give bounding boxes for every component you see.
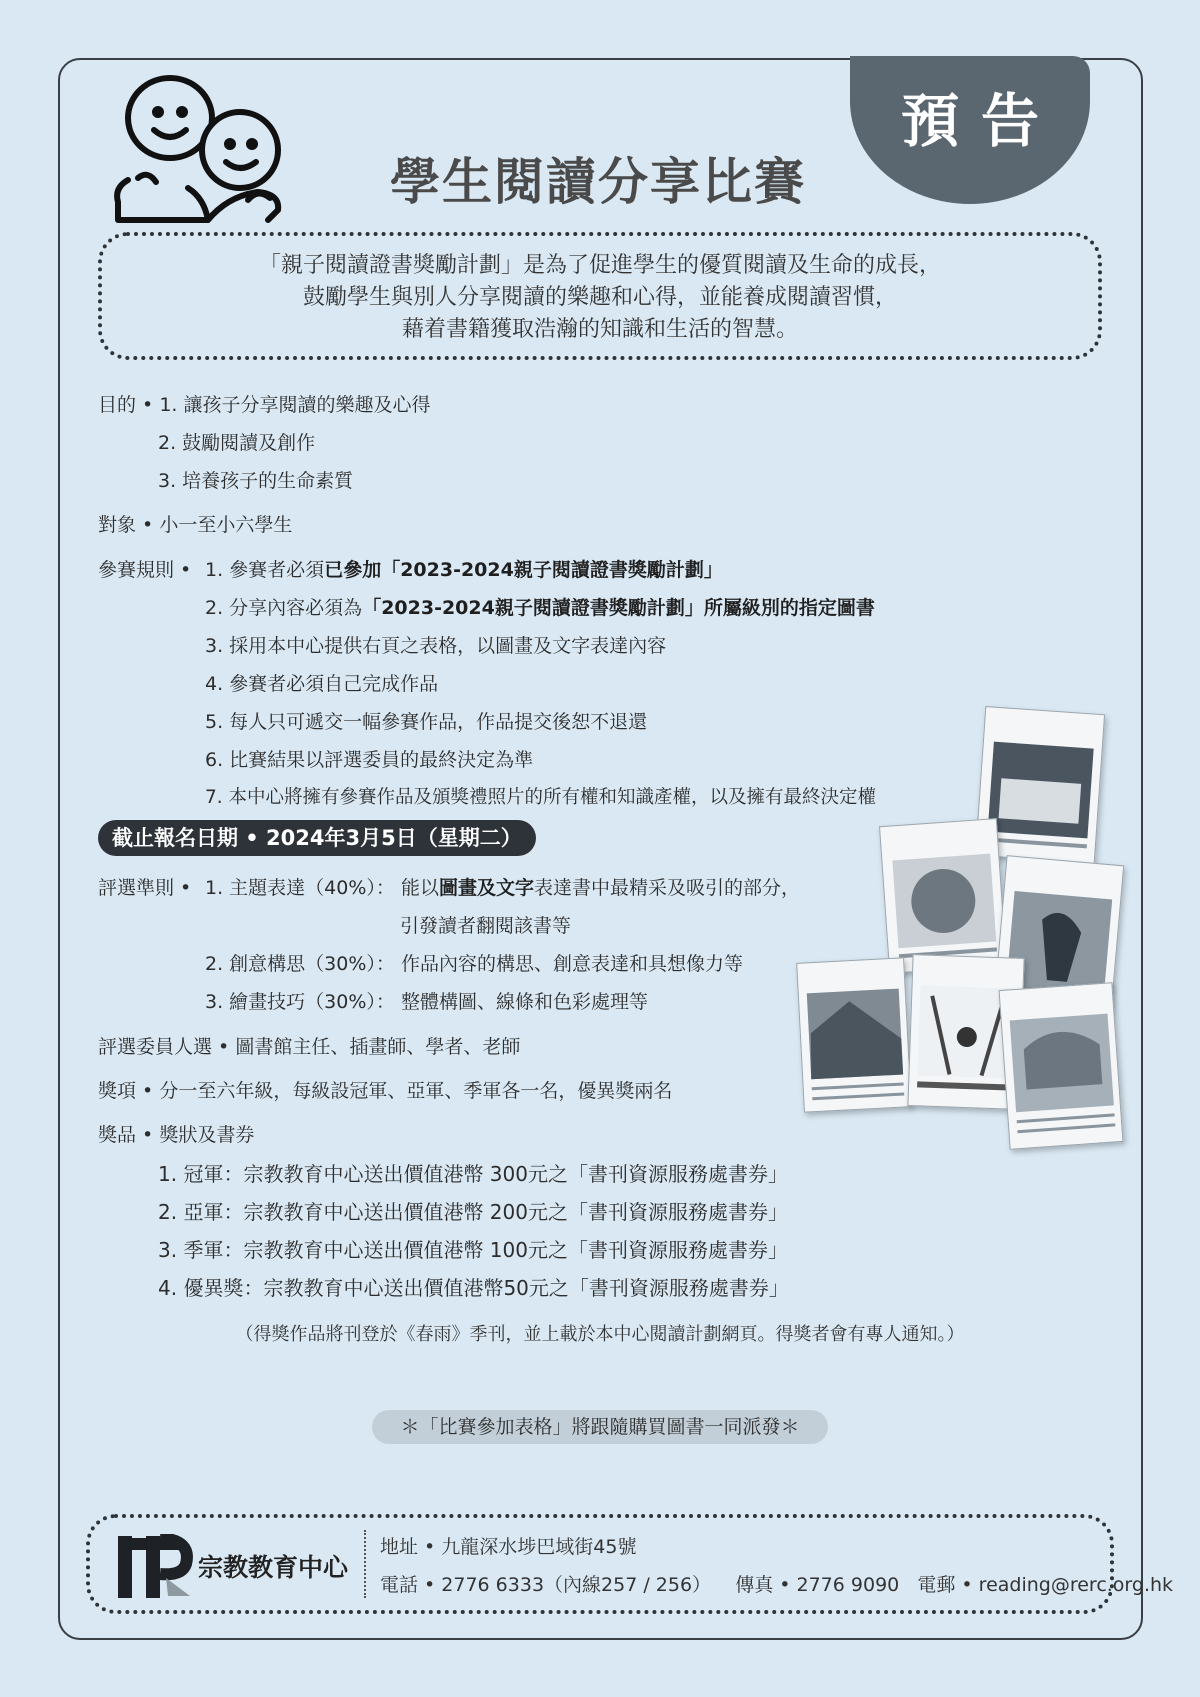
awards-label: 獎項 [98, 1080, 137, 1102]
judges-text: 圖書館主任、插畫師、學者、老師 [235, 1036, 521, 1058]
rule-number: 5. [205, 711, 230, 733]
sample-artwork-thumbnail [796, 957, 912, 1112]
rule-number: 3. [205, 635, 230, 657]
criteria-number: 1. [205, 877, 230, 899]
rule-item [205, 555, 723, 582]
prizes-label: 獎品 [98, 1124, 137, 1146]
prizes-row: 獎品 • 獎狀及書券 [98, 1124, 255, 1146]
rules-label-row: 參賽規則 • [98, 559, 192, 581]
rule-item [205, 783, 876, 809]
criteria-continuation: 引發讀者翻閱該書等 [400, 915, 572, 937]
rule-text: 分享內容必須為 [229, 597, 363, 619]
target-text: 小一至小六學生 [159, 514, 293, 536]
org-name: 宗教教育中心 [198, 1553, 349, 1582]
criteria-name: 繪畫技巧（30%）： [229, 991, 401, 1013]
prize-item: 3. 季軍：宗教教育中心送出價值港幣 100元之「書刊資源服務處書券」 [158, 1238, 788, 1262]
footer-email[interactable]: 電郵 • reading@rerc.org.hk [917, 1574, 1174, 1596]
rule-text: 每人只可遞交一幅參賽作品，作品提交後恕不退還 [229, 711, 648, 733]
criteria-text: 整體構圖、線條和色彩處理等 [400, 991, 648, 1013]
rule-number: 7. [205, 787, 229, 808]
criteria-label: 評選準則 [98, 877, 175, 899]
rule-item [205, 745, 533, 772]
form-note-pill: ＊「比賽參加表格」將跟隨購買圖書一同派發＊ [372, 1410, 828, 1444]
prize-item: 1. 冠軍：宗教教育中心送出價值港幣 300元之「書刊資源服務處書券」 [158, 1162, 788, 1186]
prize-item: 2. 亞軍：宗教教育中心送出價值港幣 200元之「書刊資源服務處書券」 [158, 1200, 788, 1224]
criteria-item [205, 987, 648, 1014]
awards-row: 獎項 • 分一至六年級，每級設冠軍、亞軍、季軍各一名，優異獎兩名 [98, 1080, 673, 1102]
criteria-item [205, 949, 743, 976]
purpose-item: 1. 讓孩子分享閱讀的樂趣及心得 [159, 394, 431, 416]
rule-emphasis: 已參加「2023-2024親子閱讀證書獎勵計劃」 [324, 559, 723, 581]
rule-number: 6. [205, 749, 230, 771]
rule-text: 參賽者必須 [229, 559, 325, 581]
rule-item [205, 631, 666, 658]
rule-text: 本中心將擁有參賽作品及頒獎禮照片的所有權和知識產權，以及擁有最終決定權 [228, 787, 877, 808]
purpose-label: 目的 [98, 394, 137, 416]
criteria-emphasis: 圖畫及文字 [438, 877, 534, 899]
sample-artworks [800, 710, 1130, 1180]
badge-text: 預告 [900, 87, 1061, 155]
footer-phone-row [380, 1570, 1173, 1597]
sample-artwork-thumbnail [999, 982, 1124, 1150]
footer-address: 地址 • 九龍深水埗巴域街45號 [380, 1536, 637, 1558]
artwork-image [1000, 983, 1125, 1151]
awards-text: 分一至六年級，每級設冠軍、亞軍、季軍各一名，優異獎兩名 [159, 1080, 673, 1102]
intro-line: 「親子閱讀證書獎勵計劃」是為了促進學生的優質閱讀及生命的成長， [258, 253, 941, 278]
criteria-number: 2. [205, 953, 230, 975]
rule-number: 2. [205, 597, 230, 619]
purpose-item: 3. 培養孩子的生命素質 [158, 470, 354, 492]
deadline-banner: 截止報名日期 • 2024年3月5日（星期二） [98, 820, 536, 856]
rule-emphasis: 「2023-2024親子閱讀證書獎勵計劃」所屬級別的指定圖書 [362, 597, 875, 619]
prize-item: 4. 優異獎：宗教教育中心送出價值港幣50元之「書刊資源服務處書券」 [158, 1276, 789, 1300]
criteria-number: 3. [205, 991, 230, 1013]
artwork-image [880, 819, 1008, 975]
children-reading-icon [108, 70, 298, 230]
rule-item [205, 669, 438, 696]
footer-divider [364, 1530, 366, 1598]
rules-label: 參賽規則 [98, 559, 175, 581]
purpose-item: 2. 鼓勵閱讀及創作 [158, 432, 316, 454]
footer-fax: 傳真 • 2776 9090 [735, 1574, 900, 1596]
sample-artwork-thumbnail [879, 818, 1007, 974]
org-logo-icon [116, 1534, 196, 1600]
criteria-label-row: 評選準則 • [98, 877, 192, 899]
rule-text: 採用本中心提供右頁之表格，以圖畫及文字表達內容 [229, 635, 667, 657]
rule-item [205, 707, 647, 734]
criteria-item [205, 873, 800, 900]
artwork-image [797, 958, 913, 1113]
criteria-name: 創意構思（30%）： [229, 953, 401, 975]
criteria-text: 表達書中最精采及吸引的部分， [533, 877, 800, 899]
judges-row: 評選委員人選 • 圖書館主任、插畫師、學者、老師 [98, 1036, 521, 1058]
intro-line: 鼓勵學生與別人分享閱讀的樂趣和心得，並能養成閱讀習慣， [302, 285, 897, 310]
page-title: 學生閱讀分享比賽 [390, 153, 806, 211]
criteria-name: 主題表達（40%）： [229, 877, 401, 899]
target-label: 對象 [98, 514, 137, 536]
footer-contact-box [86, 1514, 1174, 1614]
prizes-text: 獎狀及書券 [159, 1124, 255, 1146]
criteria-text: 作品內容的構思、創意表達和具想像力等 [400, 953, 743, 975]
footer-phone: 電話 • 2776 6333（內線257 / 256） [380, 1574, 712, 1596]
rule-text: 參賽者必須自己完成作品 [229, 673, 439, 695]
purpose-row: 目的 • 1. 讓孩子分享閱讀的樂趣及心得 [98, 394, 431, 416]
intro-line: 藉着書籍獲取浩瀚的知識和生活的智慧。 [401, 317, 798, 342]
winners-note: （得獎作品將刊登於《春雨》季刊，並上載於本中心閱讀計劃網頁。得獎者會有專人通知。） [235, 1324, 965, 1345]
rule-number: 4. [205, 673, 230, 695]
intro-box [98, 232, 1102, 360]
criteria-text: 能以 [400, 877, 439, 899]
rule-item [205, 593, 875, 620]
judges-label: 評選委員人選 [98, 1036, 213, 1058]
target-row: 對象 • 小一至小六學生 [98, 514, 293, 536]
rule-text: 比賽結果以評選委員的最終決定為準 [229, 749, 534, 771]
rule-number: 1. [205, 559, 230, 581]
